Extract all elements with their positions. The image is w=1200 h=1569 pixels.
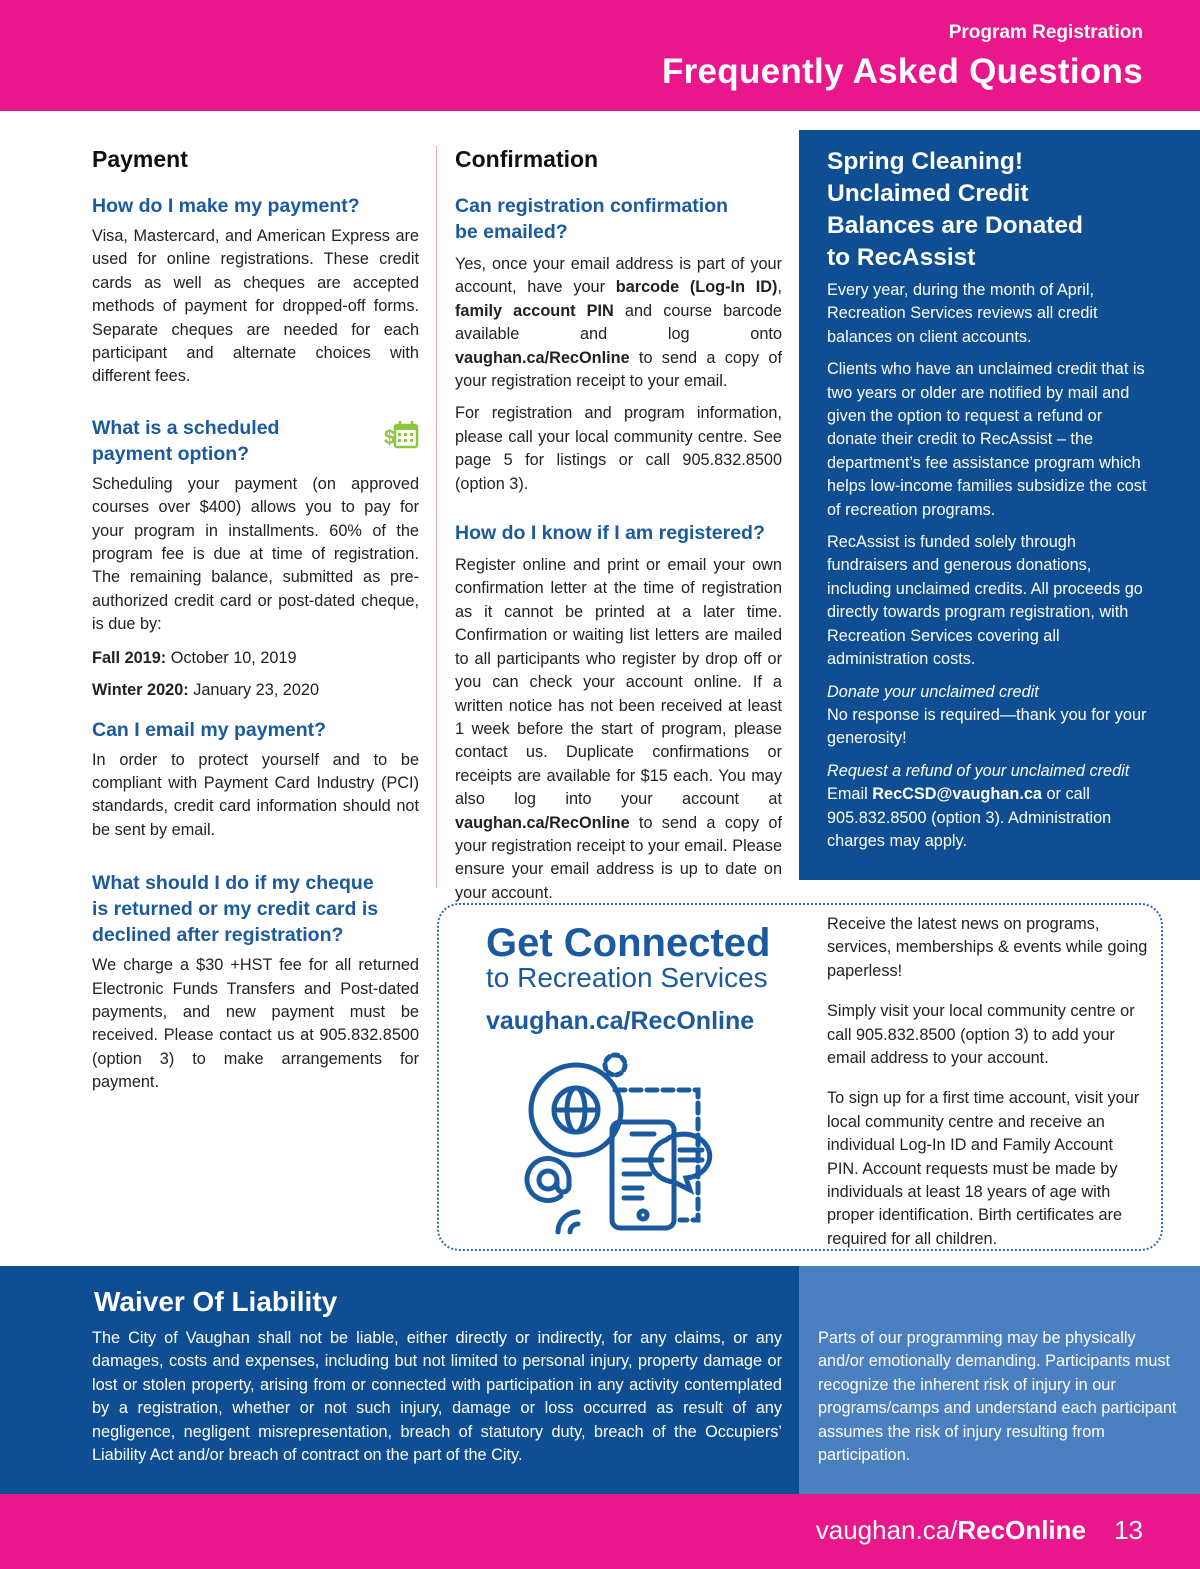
payment-answer-2: Scheduling your payment (on approved courses over $400) allows you to pay for your program in installments. 60% of the program fee is due at time of registration. The remaining balance, submitted as pre-authorized credit card or post-dated cheque, is due by:	[92, 474, 419, 634]
risk-text: Parts of our programming may be physically and/or emotionally demanding. Participants must recognize the inherent risk of injury in our programs/camps and understand each participant assumes the risk of injury resulting from participation.	[818, 1329, 1177, 1465]
refund-text: Email RecCSD@vaughan.ca or call 905.832.8500 (option 3). Administration charges may apply.	[827, 785, 1112, 850]
connected-devices-icon	[520, 1050, 720, 1240]
payment-question-4-line-3: declined after registration?	[92, 924, 344, 947]
barcode-term: barcode (Log-In ID)	[615, 278, 778, 297]
donate-text: No response is required—thank you for your generosity!	[827, 705, 1147, 748]
refund-label: Request a refund of your unclaimed credit	[827, 761, 1130, 780]
connected-paragraph-2: Simply visit your local community centre or call 905.832.8500 (option 3) to add your email address to your account.	[827, 1002, 1135, 1068]
payment-question-3: Can I email my payment?	[92, 718, 327, 741]
payment-answer-3: In order to protect yourself and to be compliant with Payment Card Industry (PCI) standards, credit card information should not be sent by email.	[92, 750, 419, 839]
waiver-text: The City of Vaughan shall not be liable, either directly or indirectly, for any claims, or any damages, costs and expenses, including but not limited to personal injury, property damage or lost or stolen property, arising from or connected with participation in any activity contemplated by a registration, whether or not such injury, damage or loss occurred as result of any negligence, negligent misrepresentation, breach of statutory duty, breach of the Occupiers’ Liability Act and/or breach of contract on the part of the City.	[92, 1329, 782, 1465]
fall-date: October 10, 2019	[170, 648, 297, 667]
get-connected-title: Get Connected	[486, 921, 771, 965]
fall-deadline	[92, 647, 419, 670]
confirmation-answer-1: Yes, once your email address is part of your account, have your barcode (Log-In ID), family account PIN and course barcode available and log onto vaughan.ca/RecOnline to send a copy of your registration receipt to your email.	[455, 255, 782, 391]
family-pin-term: family account PIN	[455, 301, 614, 320]
spring-paragraph-1: Every year, during the month of April, Recreation Services reviews all credit balances on client accounts.	[827, 281, 1098, 346]
winter-deadline	[92, 679, 419, 702]
payment-question-2-line-2: payment option?	[92, 442, 250, 465]
spring-cleaning-body	[827, 279, 1152, 853]
payment-column	[92, 146, 419, 1095]
donate-label: Donate your unclaimed credit	[827, 682, 1039, 701]
reconline-link-2[interactable]: vaughan.ca/RecOnline	[455, 813, 630, 832]
calendar-dollar-icon	[383, 419, 419, 451]
payment-heading: Payment	[92, 146, 188, 172]
get-connected-body	[827, 913, 1149, 1251]
confirmation-heading: Confirmation	[455, 146, 599, 172]
payment-question-1: How do I make my payment?	[92, 195, 360, 217]
spring-title-line-1: Spring Cleaning!	[827, 148, 1023, 175]
email-link[interactable]: RecCSD@vaughan.ca	[872, 785, 1042, 804]
spring-title-line-4: to RecAssist	[827, 244, 976, 271]
connected-paragraph-3: To sign up for a first time account, visit your local community centre and receive an individual Log-In ID and Family Account PIN. Account requests must be made by individuals at least 18 years of age with proper identification. Birth certificates are required for all children.	[827, 1089, 1140, 1248]
spring-paragraph-3: RecAssist is funded solely through fundraisers and generous donations, including unclaimed credits. All proceeds go directly towards program registration, with Recreation Services covering all administration costs.	[827, 533, 1143, 669]
waiver-title: Waiver Of Liability	[94, 1286, 338, 1317]
confirmation-question-1	[455, 193, 782, 245]
get-connected-url[interactable]: vaughan.ca/RecOnline	[486, 1007, 755, 1035]
column-divider	[436, 146, 437, 888]
section-label: Program Registration	[948, 22, 1143, 43]
footer-url[interactable]: vaughan.ca/RecOnline	[815, 1515, 1086, 1545]
spring-paragraph-2: Clients who have an unclaimed credit that is two years or older are notified by mail and given the option to request a refund or donate their credit to RecAssist – the department’s fee assistance program which helps low-income families subsidize the cost of recreation programs.	[827, 360, 1147, 519]
payment-question-4	[92, 870, 419, 948]
payment-question-4-line-1: What should I do if my cheque	[92, 872, 374, 895]
get-connected-subtitle: to Recreation Services	[486, 962, 768, 993]
connected-paragraph-1: Receive the latest news on programs, services, memberships & events while going paperless!	[827, 915, 1148, 980]
winter-date: January 23, 2020	[193, 681, 320, 700]
reconline-link[interactable]: vaughan.ca/RecOnline	[455, 348, 630, 367]
confirmation-question-1-line-2: be emailed?	[455, 221, 568, 243]
confirmation-question-1-line-1: Can registration confirmation	[455, 195, 729, 217]
page-title: Frequently Asked Questions	[661, 52, 1143, 91]
fall-label: Fall 2019:	[92, 648, 167, 667]
payment-question-4-line-2: is returned or my credit card is	[92, 898, 379, 921]
page-number: 13	[1114, 1515, 1143, 1545]
svg-text:$: $	[384, 426, 396, 449]
confirmation-question-2: How do I know if I am registered?	[455, 522, 765, 545]
spring-title-line-3: Balances are Donated	[827, 212, 1083, 239]
payment-question-2	[92, 415, 419, 467]
confirmation-column	[455, 146, 782, 905]
payment-answer-4: We charge a $30 +HST fee for all returned Electronic Funds Transfers and Post-dated payments, and new payment must be received. Please contact us at 905.832.8500 (option 3) to make arrangements for payment.	[92, 956, 419, 1092]
confirmation-answer-2: Register online and print or email your own confirmation letter at the time of registration as it cannot be printed at a later time. Confirmation or waiting list letters are mailed to all participants who register by drop off or you can check your account online. If a written notice has not been received at least 1 week before the start of program, please contact us. Duplicate confirmations or receipts are available for $15 each. You may also log into your account at vaughan.ca/RecOnline to send a copy of your registration receipt to your email. Please ensure your email address is up to date on your account.	[455, 556, 782, 902]
spring-cleaning-title	[827, 146, 1177, 274]
winter-label: Winter 2020:	[92, 681, 189, 700]
spring-title-line-2: Unclaimed Credit	[827, 180, 1029, 207]
payment-question-2-line-1: What is a scheduled	[92, 416, 280, 439]
payment-answer-1: Visa, Mastercard, and American Express are used for online registrations. These credit cards as well as cheques are accepted methods of payment for dropped-off forms. Separate cheques are needed for each participant and alternate choices with different fees.	[92, 227, 419, 386]
confirmation-info: For registration and program information, please call your local community centre. See page 5 for listings or call 905.832.8500 (option 3).	[455, 404, 782, 493]
